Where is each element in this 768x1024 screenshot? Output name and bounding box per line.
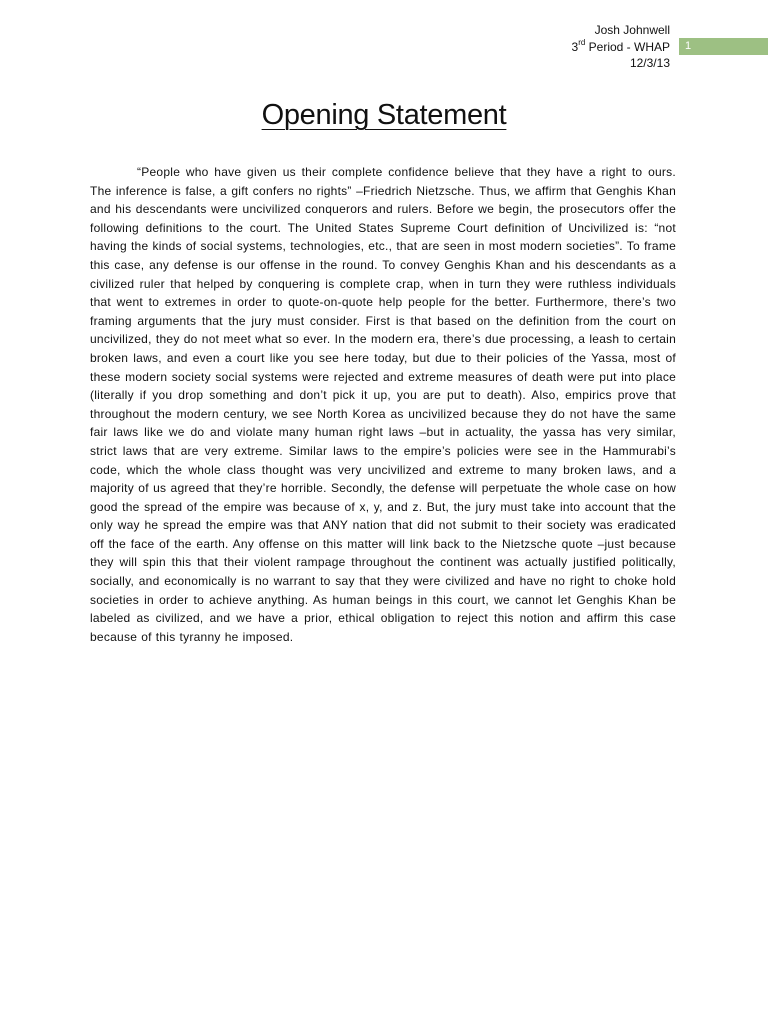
class-period (572, 39, 671, 56)
period-number: 3 (571, 39, 579, 54)
period-suffix: rd (578, 37, 586, 47)
period-text: Period - WHAP (585, 39, 670, 54)
document-date: 12/3/13 (629, 56, 670, 70)
page-number: 1 (685, 40, 692, 52)
body-paragraph: “People who have given us their complete confidence believe that they have a right to ours. The inference is false, a gift confers no rights” –Friedrich Nietzsche. Thus, we affirm that Genghis Khan and his descendants were uncivilized conquerors and rulers. Before we begin, the prosecutors offer the following definitions to the court. The United States Supreme Court definition of Uncivilized is: “not having the kinds of social systems, technologies, etc., that are seen in most modern societies”. To frame this case, any defense is our offense in the round. To convey Genghis Khan and his descendants as a civilized ruler that helped by conquering is complete crap, when in turn they were ruthless individuals that went to extremes in order to quote-on-quote help people for the better. Furthermore, there’s two framing arguments that the jury must consider. First is that based on the definition from the court on uncivilized, they do not meet what so ever. In the modern era, there’s due processing, a leash to certain broken laws, and even a court like you see here today, but due to their policies of the Yassa, most of these modern society social systems were rejected and extreme measures of death were put into place (literally if you drop something and don’t pick it up, you are put to death). Also, empirics prove that throughout the modern century, we see North Korea as uncivilized because they do not have the same fair laws like we do and violate many human right laws –but in actuality, the yassa has very similar, strict laws that are very extreme. Similar laws to the empire’s policies were see in the Hammurabi’s code, which the whole class thought was very uncivilized and extreme to many broken laws, and a majority of us agreed that they’re horrible. Secondly, the defense will perpetuate the whole case on how good the spread of the empire was because of x, y, and z. But, the jury must take into account that the only way he spread the empire was that ANY nation that did not submit to their society was eradicated off the face of the earth. Any offense on this matter will link back to the Nietzsche quote –just because they will spin this that their violent rampage throughout the continent was actually justified politically, socially, and economically is no warrant to say that they were civilized and have no right to choke hold societies in order to achieve anything. As human beings in this court, we cannot let Genghis Khan be labeled as civilized, and we have a prior, ethical obligation to reject this notion and affirm this case because of this tyranny he imposed. (90, 165, 676, 644)
page-number-tab (679, 38, 768, 55)
author-name: Josh Johnwell (594, 23, 670, 37)
document-title: Opening Statement (261, 99, 507, 131)
document-header (572, 22, 671, 72)
